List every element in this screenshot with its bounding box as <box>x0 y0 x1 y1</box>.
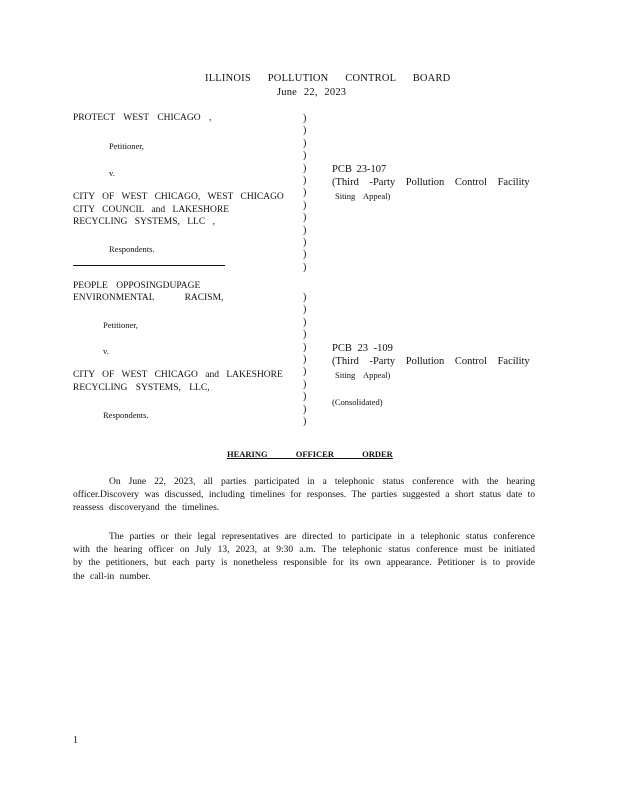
case2-respondent-label: Respondents. <box>103 410 149 420</box>
caption-divider <box>73 265 225 266</box>
case1-number: PCB 23-107 <box>332 164 387 175</box>
page-number: 1 <box>73 735 78 746</box>
case2-type-line2: Siting Appeal) <box>335 370 391 380</box>
case2-number: PCB 23 -109 <box>332 343 393 354</box>
case1-type-line2: Siting Appeal) <box>335 191 391 201</box>
case1-type-line1: (Third -Party Pollution Control Facility <box>332 177 530 188</box>
case1-respondent-label: Respondents. <box>109 244 155 254</box>
order-title: HEARING OFFICER ORDER <box>227 449 393 459</box>
case1-respondent-line3: RECYCLING SYSTEMS, LLC , <box>73 217 215 227</box>
case1-paren-column: ) ) ) ) ) ) ) ) ) ) ) ) ) <box>303 113 307 273</box>
case2-paren-column: ) ) ) ) ) ) ) ) ) ) ) <box>303 292 307 428</box>
case2-type-line1: (Third -Party Pollution Control Facility <box>332 356 530 367</box>
case2-respondent-line1: CITY OF WEST CHICAGO and LAKESHORE <box>73 370 283 380</box>
case2-petitioner-label: Petitioner, <box>103 320 138 330</box>
case1-respondent-line2: CITY COUNCIL and LAKESHORE <box>73 205 229 215</box>
order-date: June 22, 2023 <box>277 87 347 98</box>
case2-petitioner-line1: PEOPLE OPPOSINGDUPAGE <box>73 281 201 291</box>
case2-respondent-line2: RECYCLING SYSTEMS, LLC, <box>73 383 210 393</box>
case2-petitioner-line2: ENVIRONMENTAL RACISM, <box>73 293 224 303</box>
board-name: ILLINOIS POLLUTION CONTROL BOARD <box>205 73 451 84</box>
case1-respondent-line1: CITY OF WEST CHICAGO, WEST CHICAGO <box>73 192 284 202</box>
case2-versus: v. <box>103 346 109 356</box>
order-paragraph-1: On June 22, 2023, all parties participated in a telephonic status conference with the hearing officer.Discovery was discussed, including timelines for responses. The parties suggested a short status date to reassess discoveryand the timelines. <box>73 477 535 514</box>
case2-consolidated: (Consolidated) <box>332 397 383 407</box>
case1-versus: v. <box>109 168 115 178</box>
order-paragraph-2: The parties or their legal representatives are directed to participate in a telephonic status conference with the hearing officer on July 13, 2023, at 9:30 a.m. The telephonic status conference must be initiated by the petitioners, but each party is nonetheless responsible for its own appearance. Petitioner is to provide the call-in number. <box>73 532 535 582</box>
case1-petitioner-label: Petitioner, <box>109 141 144 151</box>
case1-petitioner-name: PROTECT WEST CHICAGO , <box>73 113 212 123</box>
